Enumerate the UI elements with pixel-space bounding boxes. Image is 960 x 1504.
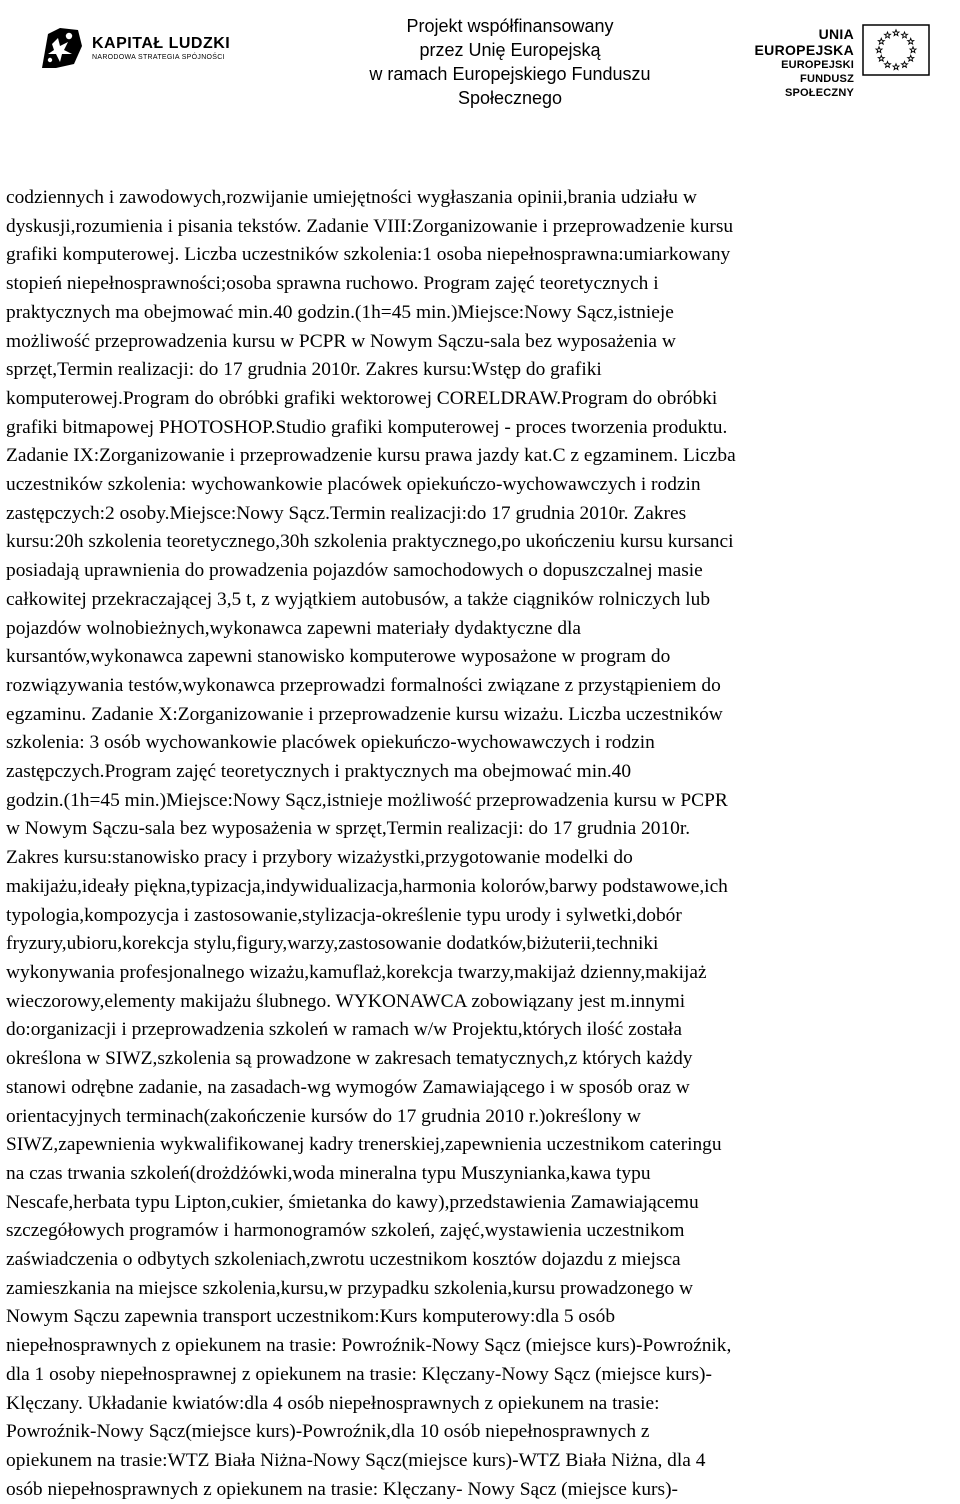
body-text-line: opiekunem na trasie:WTZ Biała Niżna-Nowy Sącz(miejsce kurs)-WTZ Biała Niżna, dla 4 <box>6 1449 706 1471</box>
body-text-line: Zakres kursu:stanowisko pracy i przybory wizażystki,przygotowanie modelki do <box>6 847 633 869</box>
body-text-line: grafiki bitmapowej PHOTOSHOP.Studio grafiki komputerowej - proces tworzenia produktu. <box>6 416 728 438</box>
body-text-line: dla 1 osoby niepełnosprawnej z opiekunem na trasie: Klęczany-Nowy Sącz (miejsce kurs)- <box>6 1363 712 1385</box>
center-title-line-3: w ramach Europejskiego Funduszu Społecznego <box>369 64 651 108</box>
body-text-line: wykonywania profesjonalnego wizażu,kamuflaż,korekcja twarzy,makijaż dzienny,makijaż <box>6 961 707 983</box>
center-title-line-2: przez Unię Europejską <box>419 40 601 60</box>
page-header <box>0 0 960 110</box>
body-text-line: osób niepełnosprawnych z opiekunem na trasie: Klęczany- Nowy Sącz (miejsce kurs)- <box>6 1478 678 1500</box>
body-text-line: określona w SIWZ,szkolenia są prowadzone w zakresach tematycznych,z których każdy <box>6 1048 693 1070</box>
eu-stars-flag-icon <box>862 24 930 76</box>
body-text-line: posiadają uprawnienia do prowadzenia pojazdów samochodowych o dopuszczalnej masie <box>6 560 703 582</box>
body-text-line: kursantów,wykonawca zapewni stanowisko komputerowe wyposażone w program do <box>6 646 671 668</box>
document-body <box>6 184 954 1504</box>
body-text-line: zastępczych:2 osoby.Miejsce:Nowy Sącz.Termin realizacji:do 17 grudnia 2010r. Zakres <box>6 502 687 524</box>
body-text-line: Zadanie IX:Zorganizowanie i przeprowadzenie kursu prawa jazdy kat.C z egzaminem. Liczba <box>6 445 736 467</box>
body-text-line: fryzury,ubioru,korekcja stylu,figury,warzy,zastosowanie dodatków,biżuterii,techniki <box>6 933 659 955</box>
body-text-line: makijażu,ideały piękna,typizacja,indywidualizacja,harmonia kolorów,barwy podstawowe,ich <box>6 875 728 897</box>
kapital-ludzki-subtitle: NARODOWA STRATEGIA SPÓJNOŚCI <box>92 54 225 61</box>
body-text-line: Nowym Sączu zapewnia transport uczestnikom:Kurs komputerowy:dla 5 osób <box>6 1306 616 1328</box>
body-text-line: godzin.(1h=45 min.)Miejsce:Nowy Sącz,istnieje możliwość przeprowadzenia kursu w PCPR <box>6 789 728 811</box>
eu-social-fund-logo <box>734 24 930 99</box>
body-text-line: zaświadczenia o odbytych szkoleniach,zwrotu uczestnikom kosztów dojazdu z miejsca <box>6 1249 681 1271</box>
body-text-line: uczestników szkolenia: wychowankowie placówek opiekuńczo-wychowawczych i rodzin <box>6 474 701 496</box>
body-text-line: stopień niepełnosprawności;osoba sprawna ruchowo. Program zajęć teoretycznych i <box>6 273 659 295</box>
body-text-line: praktycznych ma obejmować min.40 godzin.(1h=45 min.)Miejsce:Nowy Sącz,istnieje <box>6 301 674 323</box>
body-text-line: dyskusji,rozumienia i pisania tekstów. Zadanie VIII:Zorganizowanie i przeprowadzenie kursu <box>6 215 734 237</box>
body-text-line: szkolenia: 3 osób wychowankowie placówek opiekuńczo-wychowawczych i rodzin <box>6 732 655 754</box>
body-text-line: Klęczany. Układanie kwiatów:dla 4 osób niepełnosprawnych z opiekunem na trasie: <box>6 1392 660 1414</box>
eu-logo-line-1: UNIA EUROPEJSKA <box>754 26 854 58</box>
body-text-line: na czas trwania szkoleń(drożdżówki,woda mineralna typu Muszynianka,kawa typu <box>6 1162 651 1184</box>
kapital-ludzki-logo <box>38 24 238 76</box>
body-text-line: do:organizacji i przeprowadzenia szkoleń w ramach w/w Projektu,których ilość została <box>6 1019 682 1041</box>
body-text-line: grafiki komputerowej. Liczba uczestników szkolenia:1 osoba niepełnosprawna:umiarkowany <box>6 244 731 266</box>
body-text-line: egzaminu. Zadanie X:Zorganizowanie i przeprowadzenie kursu wizażu. Liczba uczestników <box>6 703 723 725</box>
body-text-line: stanowi odrębne zadanie, na zasadach-wg wymogów Zamawiającego i w sposób oraz w <box>6 1076 690 1098</box>
body-text-line: sprzęt,Termin realizacji: do 17 grudnia 2010r. Zakres kursu:Wstęp do grafiki <box>6 359 602 381</box>
body-text-line: w Nowym Sączu-sala bez wyposażenia w sprzęt,Termin realizacji: do 17 grudnia 2010r. <box>6 818 691 840</box>
body-text-line: pojazdów wolnobieżnych,wykonawca zapewni materiały dydaktyczne dla <box>6 617 582 639</box>
body-text-line: orientacyjnych terminach(zakończenie kursów do 17 grudnia 2010 r.)określony w <box>6 1105 641 1127</box>
body-text-line: Powroźnik-Nowy Sącz(miejsce kurs)-Powroźnik,dla 10 osób niepełnosprawnych z <box>6 1421 650 1443</box>
body-text-line: codziennych i zawodowych,rozwijanie umiejętności wygłaszania opinii,brania udziału w <box>6 187 697 208</box>
project-cofinancing-title <box>350 14 670 110</box>
body-text-line: rozwiązywania testów,wykonawca przeprowadzi formalności związane z przystąpieniem do <box>6 674 721 696</box>
kapital-ludzki-name: KAPITAŁ LUDZKI <box>92 35 231 52</box>
kapital-ludzki-emblem-icon <box>38 24 84 70</box>
body-text-line: niepełnosprawnych z opiekunem na trasie: Powroźnik-Nowy Sącz (miejsce kurs)-Powroźnik, <box>6 1335 732 1357</box>
body-text-line: zastępczych.Program zajęć teoretycznych i praktycznych ma obejmować min.40 <box>6 761 632 783</box>
eu-logo-line-2: EUROPEJSKI <box>781 59 854 71</box>
body-text-line: SIWZ,zapewnienia wykwalifikowanej kadry trenerskiej,zapewnienia uczestnikom cateringu <box>6 1134 722 1156</box>
body-text-line: Nescafe,herbata typu Lipton,cukier, śmietanka do kawy),przedstawienia Zamawiającemu <box>6 1191 699 1213</box>
center-title-line-1: Projekt współfinansowany <box>406 16 614 36</box>
body-text-line: możliwość przeprowadzenia kursu w PCPR w Nowym Sączu-sala bez wyposażenia w <box>6 330 676 352</box>
eu-logo-line-3: FUNDUSZ SPOŁECZNY <box>784 73 854 99</box>
body-text-line: zamieszkania na miejsce szkolenia,kursu,w przypadku szkolenia,kursu prowadzonego w <box>6 1277 694 1299</box>
kapital-ludzki-text <box>92 35 230 62</box>
body-text-line: typologia,kompozycja i zastosowanie,stylizacja-określenie typu urody i sylwetki,dobór <box>6 904 682 926</box>
body-text-line: szczegółowych programów i harmonogramów szkoleń, zajęć,wystawienia uczestnikom <box>6 1220 685 1242</box>
body-text-line: kursu:20h szkolenia teoretycznego,30h szkolenia praktycznego,po ukończeniu kursu kursanci <box>6 531 734 553</box>
body-text-line: wieczorowy,elementy makijażu ślubnego. WYKONAWCA zobowiązany jest m.innymi <box>6 990 686 1012</box>
eu-logo-text <box>734 26 854 100</box>
body-text-line: komputerowej.Program do obróbki grafiki wektorowej CORELDRAW.Program do obróbki <box>6 387 718 409</box>
body-text-line: całkowitej przekraczającej 3,5 t, z wyjątkiem autobusów, a także ciągników rolniczych lub <box>6 588 711 610</box>
